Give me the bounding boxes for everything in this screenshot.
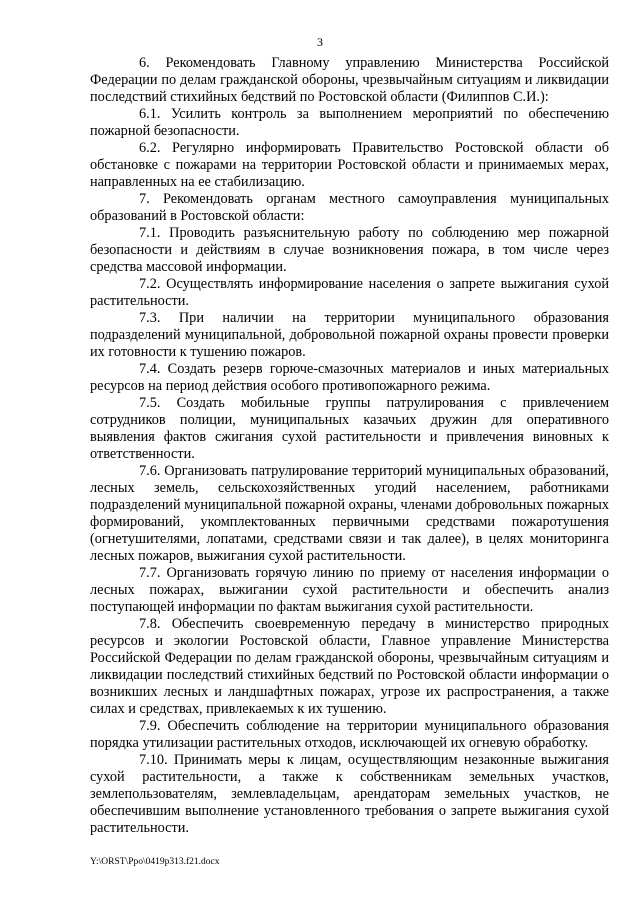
- paragraph-7-7: 7.7. Организовать горячую линию по приему от населения информации о лесных пожарах, выжигании сухой растительности и обеспечить анализ поступающей информации по фактам выжигания сухой растительности.: [90, 565, 609, 615]
- paragraph-7-8: 7.8. Обеспечить своевременную передачу в министерство природных ресурсов и экологии Ростовской области, Главное управление Министерства Российской Федерации по делам гражданской обороны, чрезвычайным ситуациям и ликвидации последствий стихийных бедствий по Ростовской области информации о возникших лесных и ландшафтных пожарах, угрозе их распространения, а также силах и средствах, привлекаемых к их тушению.: [90, 616, 609, 717]
- paragraph-7: 7. Рекомендовать органам местного самоуправления муниципальных образований в Ростовской области:: [90, 191, 609, 224]
- document-body: [90, 55, 609, 837]
- paragraph-7-9: 7.9. Обеспечить соблюдение на территории муниципального образования порядка утилизации растительных отходов, исключающей их огневую обработку.: [90, 718, 609, 751]
- page-number: 3: [317, 35, 323, 49]
- paragraph-7-2: 7.2. Осуществлять информирование населения о запрете выжигания сухой растительности.: [90, 276, 609, 309]
- paragraph-6: 6. Рекомендовать Главному управлению Министерства Российской Федерации по делам гражданской обороны, чрезвычайным ситуациям и ликвидации последствий стихийных бедствий по Ростовской области (Филиппов С.И.):: [90, 55, 609, 105]
- paragraph-7-5: 7.5. Создать мобильные группы патрулирования с привлечением сотрудников полиции, муниципальных казачьих дружин для оперативного выявления фактов сжигания сухой растительности и привлечения виновных к ответственности.: [90, 395, 609, 462]
- footer-file-path: Y:\ORST\Ppo\0419p313.f21.docx: [90, 857, 220, 867]
- paragraph-7-4: 7.4. Создать резерв горюче-смазочных материалов и иных материальных ресурсов на период действия особого противопожарного режима.: [90, 361, 609, 394]
- paragraph-6-2: 6.2. Регулярно информировать Правительство Ростовской области об обстановке с пожарами на территории Ростовской области и принимаемых мерах, направленных на ее стабилизацию.: [90, 140, 609, 190]
- paragraph-6-1: 6.1. Усилить контроль за выполнением мероприятий по обеспечению пожарной безопасности.: [90, 106, 609, 139]
- paragraph-7-6: 7.6. Организовать патрулирование территорий муниципальных образований, лесных земель, сельскохозяйственных угодий населением, работниками подразделений муниципальной пожарной охраны, членами добровольных пожарных формирований, укомплектованных первичными средствами пожаротушения (огнетушителями, лопатами, средствами связи и так далее), в целях мониторинга лесных пожаров, выжигания сухой растительности.: [90, 463, 609, 564]
- paragraph-7-3: 7.3. При наличии на территории муниципального образования подразделений муниципальной, добровольной пожарной охраны провести проверки их готовности к тушению пожаров.: [90, 310, 609, 360]
- paragraph-7-10: 7.10. Принимать меры к лицам, осуществляющим незаконные выжигания сухой растительности, а также к собственникам земельных участков, землепользователям, землевладельцам, арендаторам земельных участков, не обеспечившим выполнение установленного требования о запрете выжигания сухой растительности.: [90, 752, 609, 836]
- paragraph-7-1: 7.1. Проводить разъяснительную работу по соблюдению мер пожарной безопасности и действиям в случае возникновения пожара, в том числе через средства массовой информации.: [90, 225, 609, 275]
